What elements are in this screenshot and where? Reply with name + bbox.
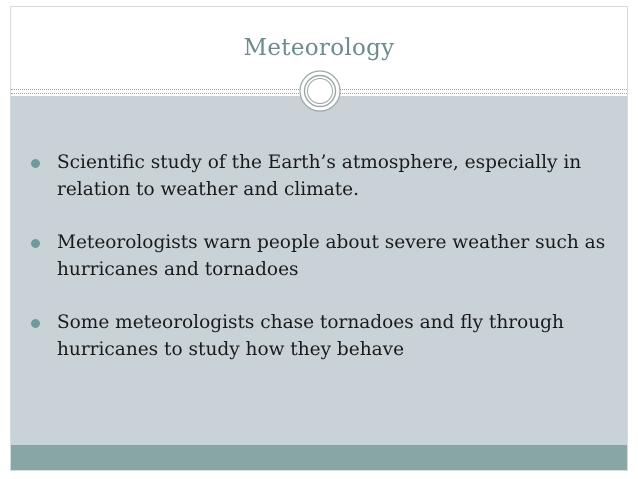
bullet-item: [29, 309, 621, 363]
bullet-text: Meteorologists warn people about severe weather such as hurricanes and tornadoes: [57, 232, 606, 280]
bullet-item: [29, 229, 621, 283]
bullet-text: Scientific study of the Earth’s atmosphere, especially in relation to weather and climate.: [57, 152, 582, 200]
bottom-band: [11, 445, 627, 470]
bullet-list: [29, 149, 621, 389]
bullet-text: Some meteorologists chase tornadoes and fly through hurricanes to study how they behave: [57, 312, 564, 360]
content-area: [11, 96, 627, 445]
bullet-dot-icon: [31, 239, 40, 248]
bullet-dot-icon: [31, 319, 40, 328]
slide-title: Meteorology: [243, 35, 395, 61]
circle-ring-ornament-icon: [299, 70, 341, 112]
bullet-item: [29, 149, 621, 203]
bullet-dot-icon: [31, 159, 40, 168]
